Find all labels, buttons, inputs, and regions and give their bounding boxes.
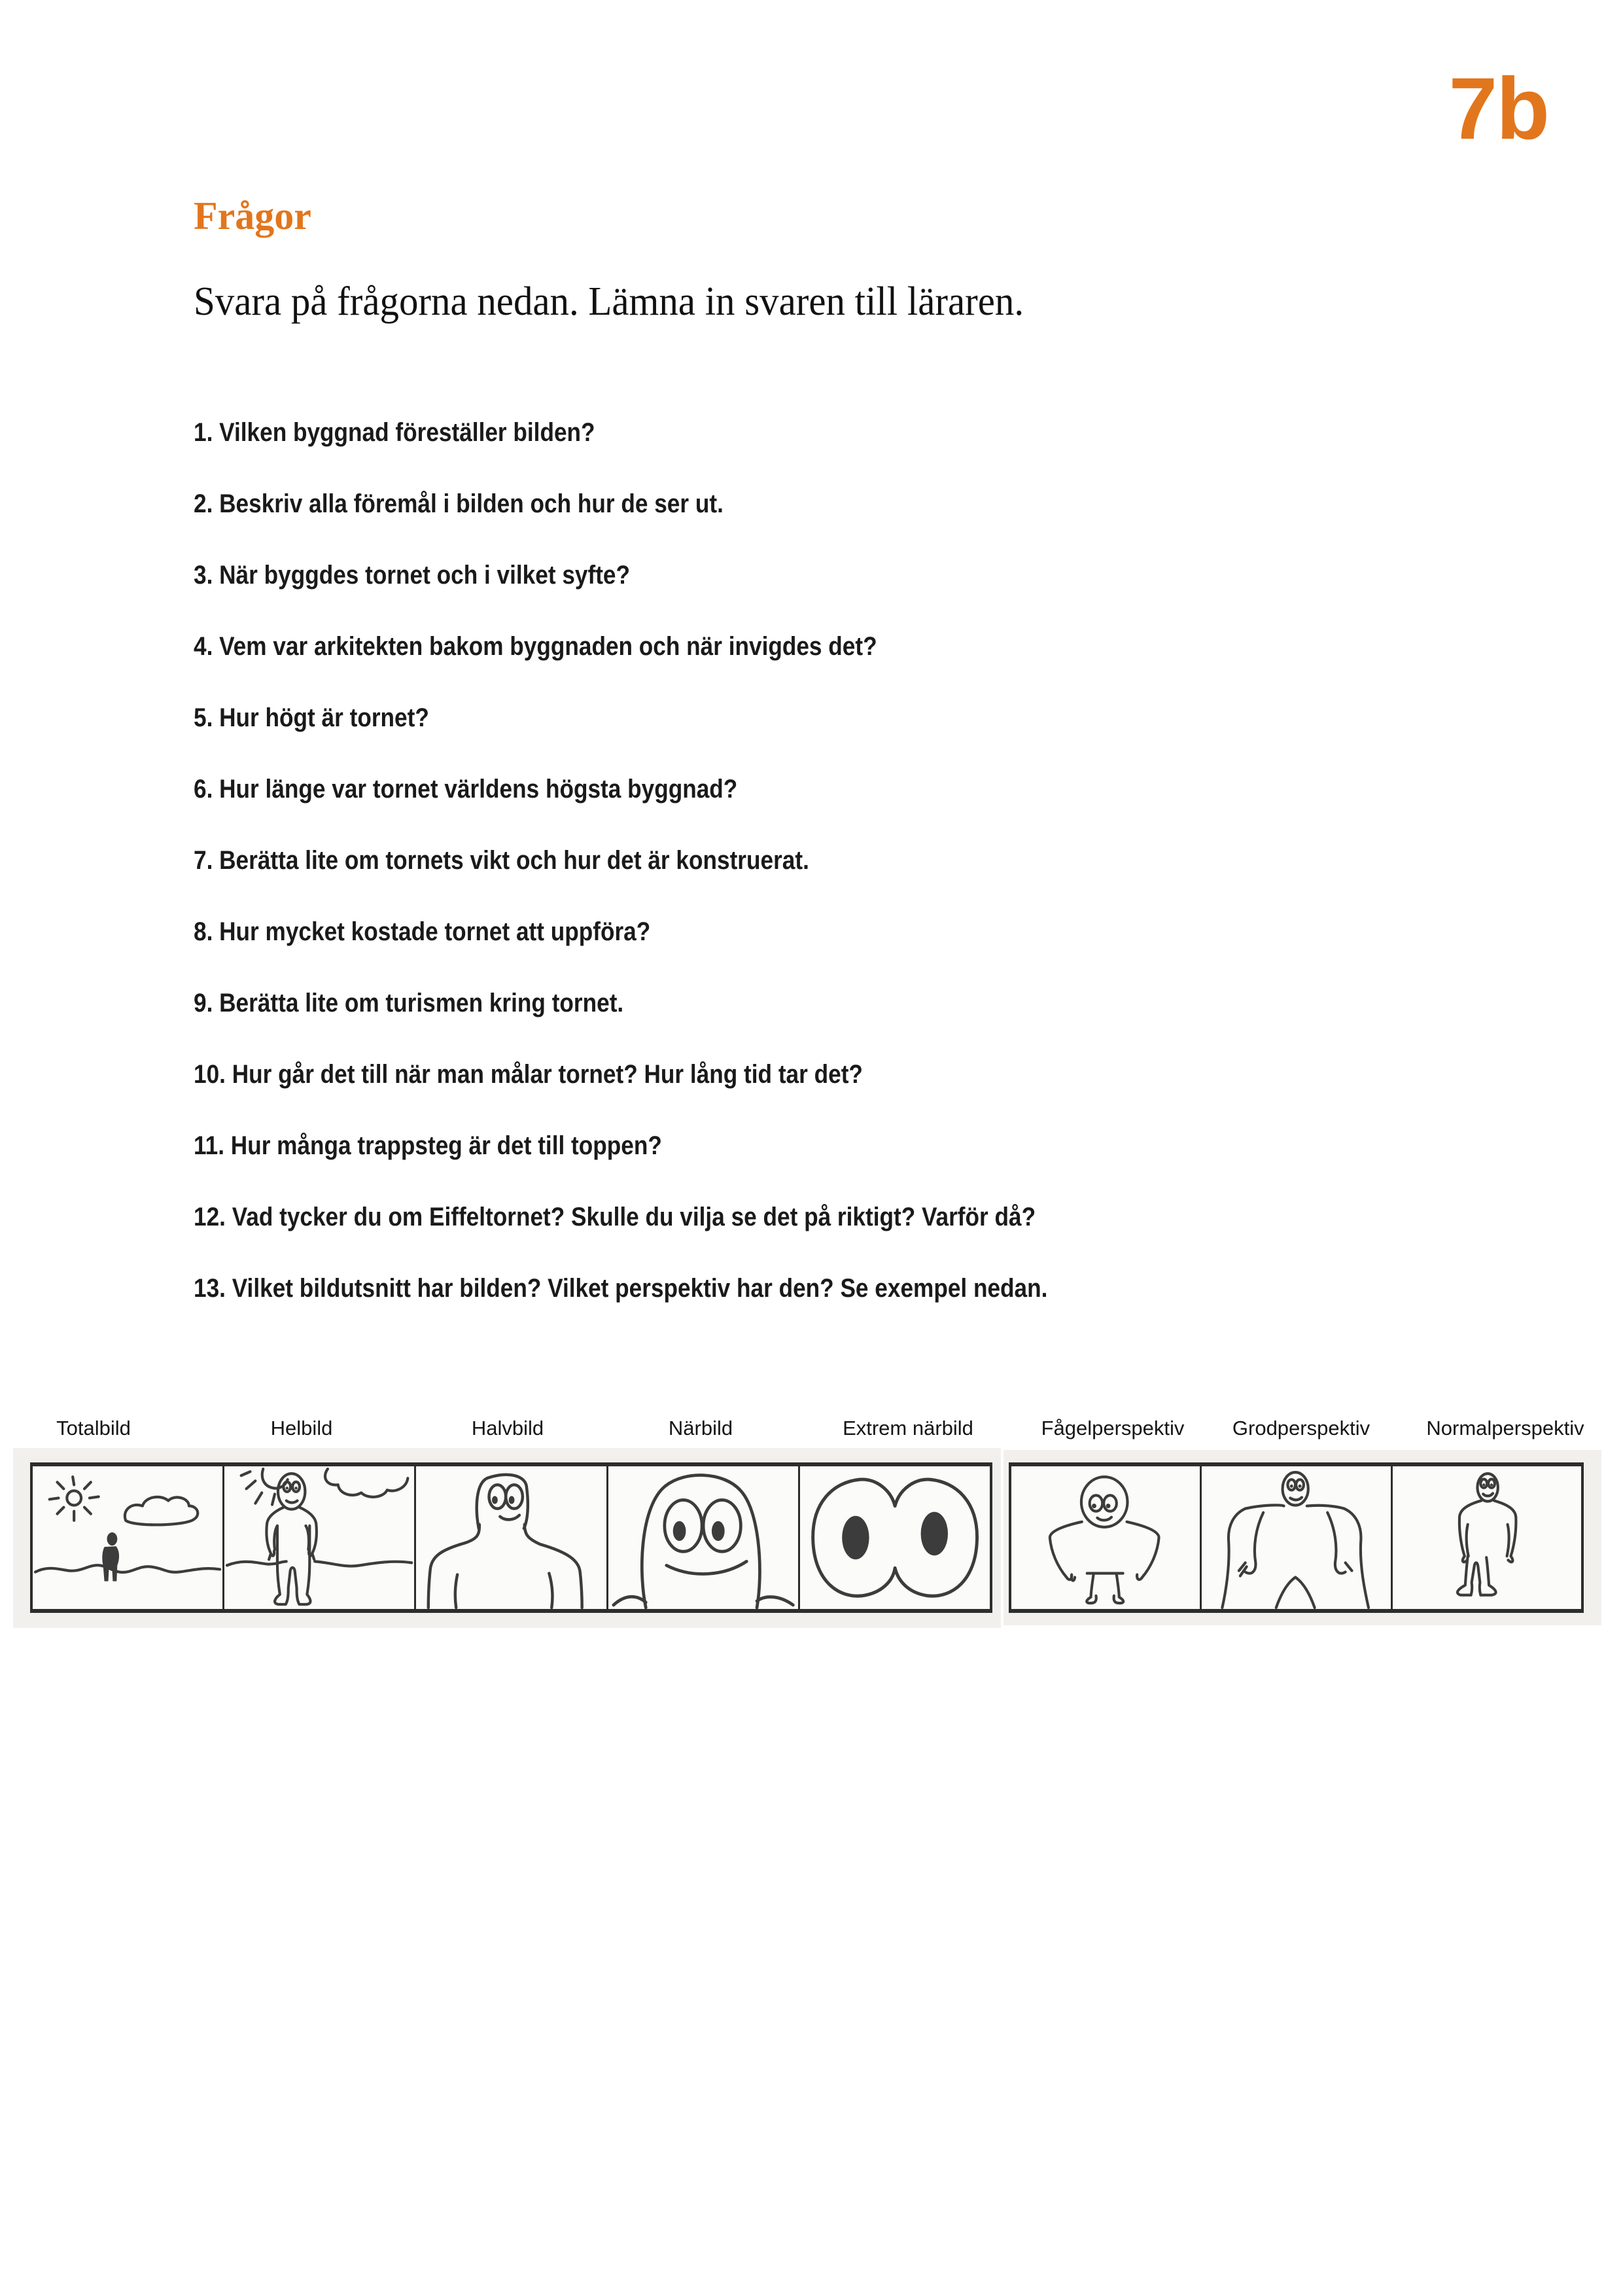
question-6: 6. Hur länge var tornet världens högsta byggnad? — [194, 775, 738, 804]
cell-totalbild — [33, 1466, 222, 1609]
cell-grodperspektiv — [1200, 1466, 1390, 1609]
label-totalbild: Totalbild — [56, 1417, 131, 1439]
question-12: 12. Vad tycker du om Eiffeltornet? Skulle du vilja se det på riktigt? Varför då? — [194, 1203, 1036, 1231]
question-11: 11. Hur många trappsteg är det till toppen? — [194, 1131, 662, 1160]
question-7: 7. Berätta lite om tornets vikt och hur det är konstruerat. — [194, 846, 809, 875]
cell-narbild — [606, 1466, 798, 1609]
label-helbild: Helbild — [270, 1417, 333, 1439]
label-grodperspektiv: Grodperspektiv — [1232, 1417, 1370, 1439]
question-3: 3. När byggdes tornet och i vilket syfte? — [194, 561, 631, 590]
instruction-text: Svara på frågorna nedan. Lämna in svaren till läraren. — [194, 279, 1024, 324]
cell-extrem-narbild — [798, 1466, 990, 1609]
question-8: 8. Hur mycket kostade tornet att uppföra? — [194, 917, 651, 946]
question-10: 10. Hur går det till när man målar tornet? Hur lång tid tar det? — [194, 1060, 863, 1089]
helbild-drawing-icon — [224, 1466, 414, 1609]
perspective-examples-box — [1009, 1462, 1584, 1613]
cell-halvbild — [414, 1466, 606, 1609]
label-narbild: Närbild — [668, 1417, 733, 1439]
totalbild-drawing-icon — [33, 1466, 222, 1609]
question-1: 1. Vilken byggnad föreställer bilden? — [194, 418, 595, 447]
grodperspektiv-drawing-icon — [1202, 1466, 1390, 1609]
label-halvbild: Halvbild — [471, 1417, 544, 1439]
cell-helbild — [222, 1466, 414, 1609]
label-fagelperspektiv: Fågelperspektiv — [1041, 1417, 1185, 1439]
question-2: 2. Beskriv alla föremål i bilden och hur de ser ut. — [194, 489, 724, 518]
page-title: Frågor — [194, 194, 311, 238]
page-number-badge: 7b — [1448, 60, 1548, 158]
cell-fagelperspektiv — [1011, 1466, 1200, 1609]
narbild-drawing-icon — [608, 1466, 798, 1609]
normalperspektiv-drawing-icon — [1393, 1466, 1581, 1609]
extrem-narbild-drawing-icon — [800, 1466, 990, 1609]
shot-type-examples-box — [30, 1462, 992, 1613]
question-9: 9. Berätta lite om turismen kring tornet. — [194, 989, 624, 1017]
cell-normalperspektiv — [1391, 1466, 1581, 1609]
question-5: 5. Hur högt är tornet? — [194, 703, 429, 732]
figure-label-row — [0, 1416, 1623, 1445]
question-13: 13. Vilket bildutsnitt har bilden? Vilket perspektiv har den? Se exempel nedan. — [194, 1274, 1048, 1303]
halvbild-drawing-icon — [416, 1466, 606, 1609]
label-normalperspektiv: Normalperspektiv — [1426, 1417, 1584, 1439]
fagelperspektiv-drawing-icon — [1011, 1466, 1200, 1609]
label-extrem-narbild: Extrem närbild — [843, 1417, 973, 1439]
question-list — [194, 419, 1164, 1302]
question-4: 4. Vem var arkitekten bakom byggnaden och när invigdes det? — [194, 632, 877, 661]
